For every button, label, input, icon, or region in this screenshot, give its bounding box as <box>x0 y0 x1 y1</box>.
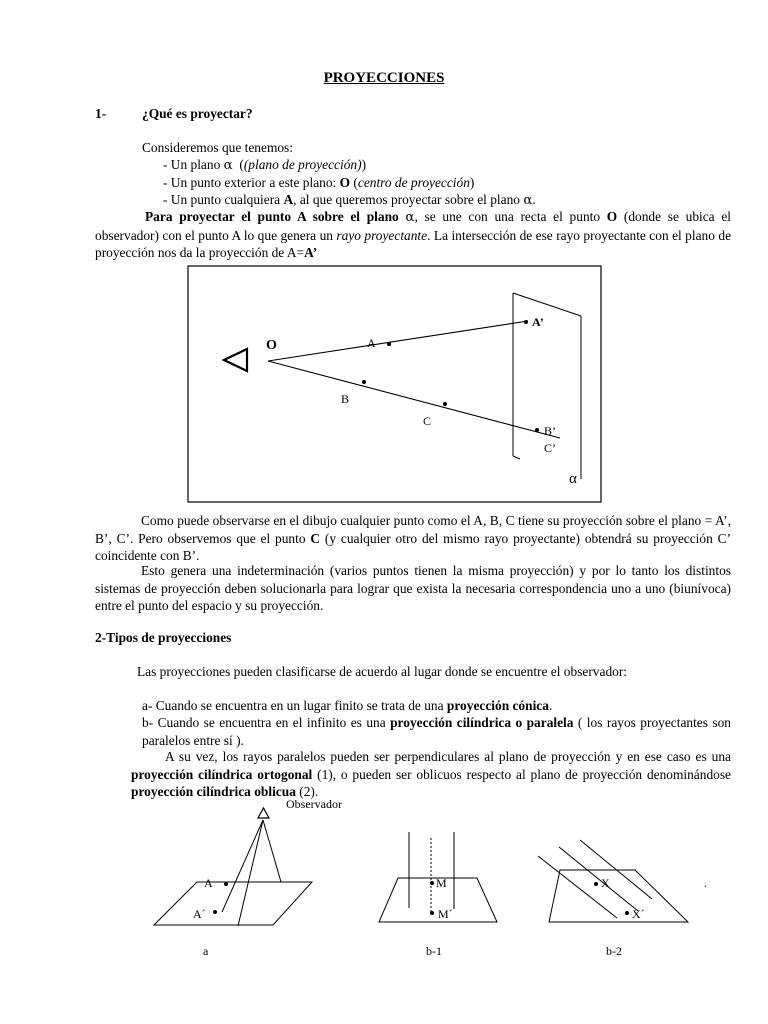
list-item-text: ( los rayos proyectantes son paralelos entre sí ). <box>142 715 731 748</box>
ray-a-3 <box>263 820 281 882</box>
label-a: A <box>204 876 213 890</box>
italic-text: rayo proyectante <box>336 227 428 243</box>
point-m <box>430 881 434 885</box>
alpha-symbol: α <box>223 158 233 173</box>
label-a-prime: A’ <box>532 315 544 329</box>
list-item-text: b- Cuando se encuentra en el infinito es una <box>142 715 391 730</box>
paragraph-text: . La intersección de ese rayo proyectante con el plano de proyección nos da la proyección de A= <box>95 227 732 260</box>
label-a-prime: A´ <box>193 907 206 921</box>
caption-b2: b-2 <box>606 944 622 958</box>
paragraph-text: (donde se ubica el observador) con el punto A lo que genera un <box>95 209 731 243</box>
list-item-conic: a- Cuando se encuentra en un lugar finito se trata de una proyección cónica. <box>142 698 553 713</box>
projection-plane-b2 <box>549 870 688 922</box>
label-m: M <box>436 876 447 890</box>
ray-a-2 <box>238 820 263 926</box>
point-x-prime <box>625 911 629 915</box>
list-item-plane: - Un plano α ((plano de proyección)) <box>163 157 367 173</box>
list-item-text: - Un punto cualquiera <box>163 192 284 207</box>
label-m-prime: M´ <box>438 907 453 921</box>
paragraph-text: (1), o pueden ser oblicuos respecto al plano de proyección denominándose <box>312 766 731 782</box>
list-item-text: a- Cuando se encuentra en un lugar finito se trata de una <box>142 698 447 713</box>
point-a-prime <box>213 910 217 914</box>
ray-b2-2 <box>559 847 638 911</box>
bold-text: proyección cónica <box>446 698 549 713</box>
bold-text: Para proyectar el punto A sobre el plano <box>145 209 406 224</box>
section-1-intro: Consideremos que tenemos: <box>142 140 293 155</box>
label-alpha: α <box>569 471 577 487</box>
bold-text: A <box>283 192 294 207</box>
list-item-point-o: - Un punto exterior a este plano: O (centro de proyección) <box>163 175 475 190</box>
section-1-heading: ¿Qué es proyectar? <box>142 106 253 121</box>
point-m-prime <box>430 911 434 915</box>
bold-text: O <box>606 209 618 224</box>
orthogonal-projection-figure <box>379 832 497 958</box>
bold-text: C <box>310 530 321 546</box>
label-b: B <box>341 392 350 406</box>
list-item-text: , al que queremos proyectar sobre el plano <box>293 192 524 207</box>
italic-text: (plano de proyección) <box>243 157 362 172</box>
point-a <box>224 882 228 886</box>
paragraph-text: , se une con una recta el punto <box>414 209 607 224</box>
ray-a-1 <box>222 820 263 912</box>
list-item-point-a: - Un punto cualquiera A, al que queremos proyectar sobre el plano α. <box>163 192 536 208</box>
bold-text: O <box>339 175 351 190</box>
section-2-intro: Las proyecciones pueden clasificarse de acuerdo al lugar donde se encuentre el observador: <box>137 664 628 679</box>
paragraph-text: (2). <box>295 784 319 799</box>
paragraph-indetermination: Esto genera una indeterminación (varios puntos tienen la misma proyección) y por lo tanto los distintos sistemas de proyección deben solucionarla para lograr que exista la necesaria correspondencia uno a uno (biunívoca) entre el punto del espacio y su proyección. <box>95 563 731 613</box>
section-1-number: 1- <box>95 106 107 121</box>
bold-text: proyección cilíndrica oblicua <box>131 784 296 799</box>
label-x: X <box>601 876 610 890</box>
page-title: PROYECCIONES <box>323 70 445 86</box>
section-2-heading: 2-Tipos de proyecciones <box>95 630 232 645</box>
paragraph-text: Como puede observarse en el dibujo cualquier punto como el A, B, C tiene su proyección sobre el plano = A’, B’, C’. Pero observemos que el punto <box>95 513 731 546</box>
italic-text: centro de proyección <box>357 175 470 190</box>
label-c: C <box>423 414 432 428</box>
bold-text: proyección cilíndrica o paralela <box>390 715 574 730</box>
label-observador: Observador <box>286 797 342 811</box>
stray-dot: . <box>704 876 707 890</box>
caption-b1: b-1 <box>426 944 442 958</box>
conic-projection-figure <box>154 797 342 958</box>
oblique-projection-figure <box>538 840 707 958</box>
list-item-text: - Un plano <box>163 157 224 172</box>
label-o: O <box>266 338 277 353</box>
label-b-prime: B’ <box>544 424 556 438</box>
observer-icon <box>258 808 269 818</box>
paragraph-text: (y cualquier otro del mismo rayo proyectante) obtendrá su proyección C’ coincidente con B’. <box>95 530 731 563</box>
label-x-prime: X´ <box>632 907 645 921</box>
paragraph-text: A su vez, los rayos paralelos pueden ser perpendiculares al plano de proyección y en ese caso es una <box>165 749 731 764</box>
caption-a: a <box>203 944 209 958</box>
point-x <box>594 882 598 886</box>
bold-text: proyección cilíndrica ortogonal <box>131 766 313 782</box>
bold-text: A’ <box>304 245 318 260</box>
alpha-symbol: α <box>405 210 415 225</box>
label-a: A <box>367 336 376 350</box>
label-c-prime: C’ <box>544 441 556 455</box>
list-item-text: - Un punto exterior a este plano: <box>163 175 340 190</box>
alpha-symbol: α <box>523 193 533 208</box>
